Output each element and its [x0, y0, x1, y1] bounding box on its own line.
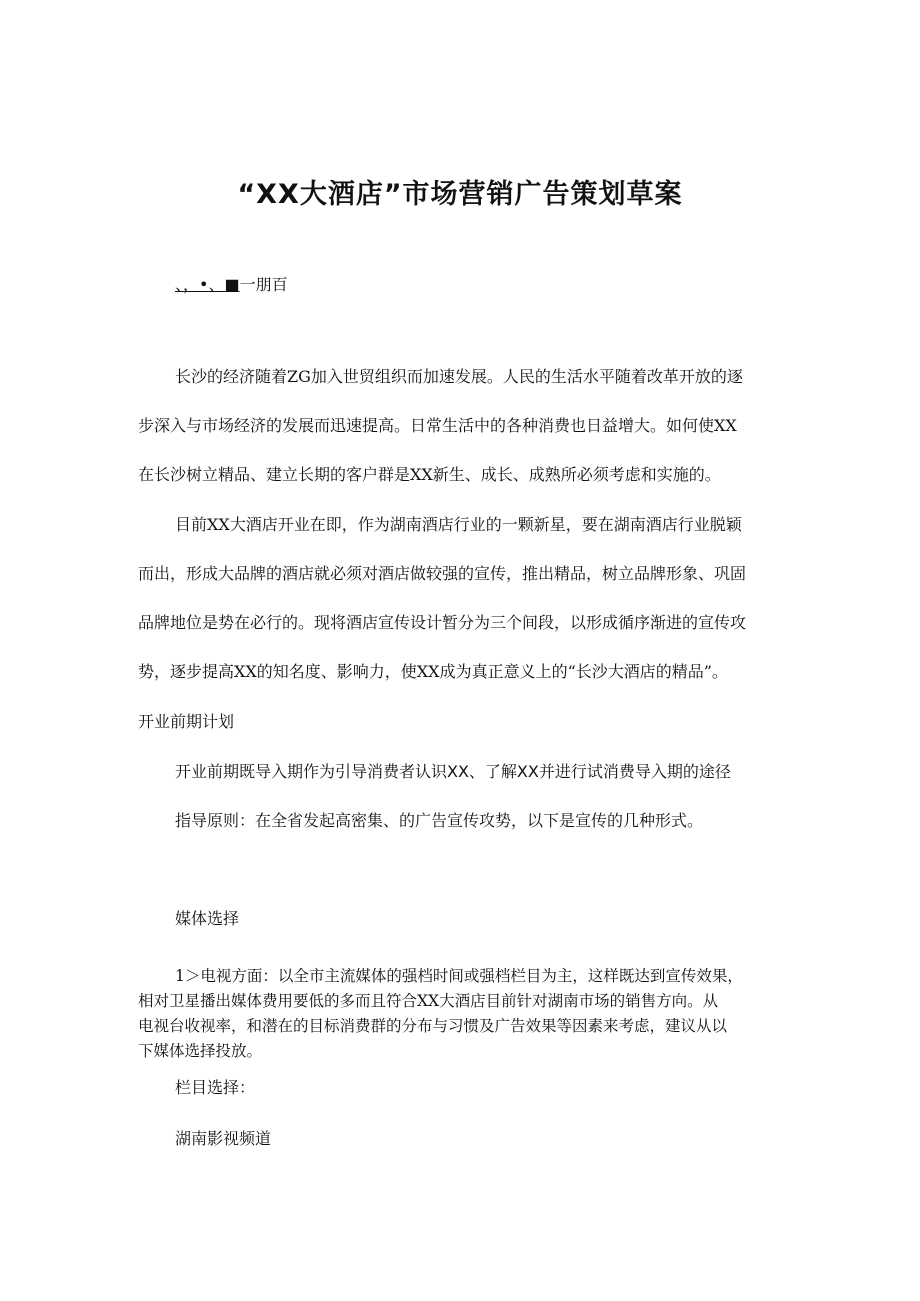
paragraph-line: 下媒体选择投放。: [138, 1042, 263, 1060]
paragraph-line: 势，逐步提高XX的知名度、影响力，使XX成为真正意义上的“长沙大酒店的精品”。: [138, 662, 728, 681]
paragraph-line: 品牌地位是势在必行的。现将酒店宣传设计暂分为三个间段，以形成循序渐进的宣传攻: [138, 613, 747, 632]
section-marker: [175, 272, 288, 295]
tv-paragraph: [138, 964, 788, 1064]
section-marker-text: 一朋百: [239, 275, 288, 294]
column-label: 栏目选择：: [175, 1078, 256, 1097]
intro-line: 开业前期既导入期作为引导消费者认识XX、了解XX并进行试消费导入期的途径: [175, 762, 731, 781]
paragraph-line: 步深入与市场经济的发展而迅速提高。日常生活中的各种消费也日益增大。如何使XX: [138, 416, 737, 435]
paragraph-line: 1＞电视方面：以全市主流媒体的强档时间或强档栏目为主，这样既达到宣传效果，: [175, 967, 743, 985]
paragraph-line: 而出，形成大品牌的酒店就必须对酒店做较强的宣传，推出精品，树立品牌形象、巩固: [138, 564, 747, 583]
media-heading: 媒体选择: [175, 909, 240, 928]
paragraph-line: 相对卫星播出媒体费用要低的多而且符合XX大酒店目前针对湖南市场的销售方向。从: [138, 992, 719, 1010]
paragraph-line: 电视台收视率，和潜在的目标消费群的分布与习惯及广告效果等因素来考虑，建议从以: [138, 1017, 728, 1035]
paragraph-line: 目前XX大酒店开业在即，作为湖南酒店行业的一颗新星，要在湖南酒店行业脱颖: [175, 515, 742, 534]
section-marker-symbols: 、，•、■: [175, 275, 240, 294]
principle-line: 指导原则：在全省发起高密集、的广告宣传攻势，以下是宣传的几种形式。: [175, 811, 704, 830]
section-heading: 开业前期计划: [138, 712, 235, 731]
paragraph-line: 长沙的经济随着ZG加入世贸组织而加速发展。人民的生活水平随着改革开放的逐: [175, 367, 743, 386]
paragraph-line: 在长沙树立精品、建立长期的客户群是XX新生、成长、成熟所必须考虑和实施的。: [138, 465, 721, 484]
channel-name: 湖南影视频道: [175, 1129, 272, 1148]
document-title: “XX大酒店”市场营销广告策划草案: [237, 179, 683, 210]
